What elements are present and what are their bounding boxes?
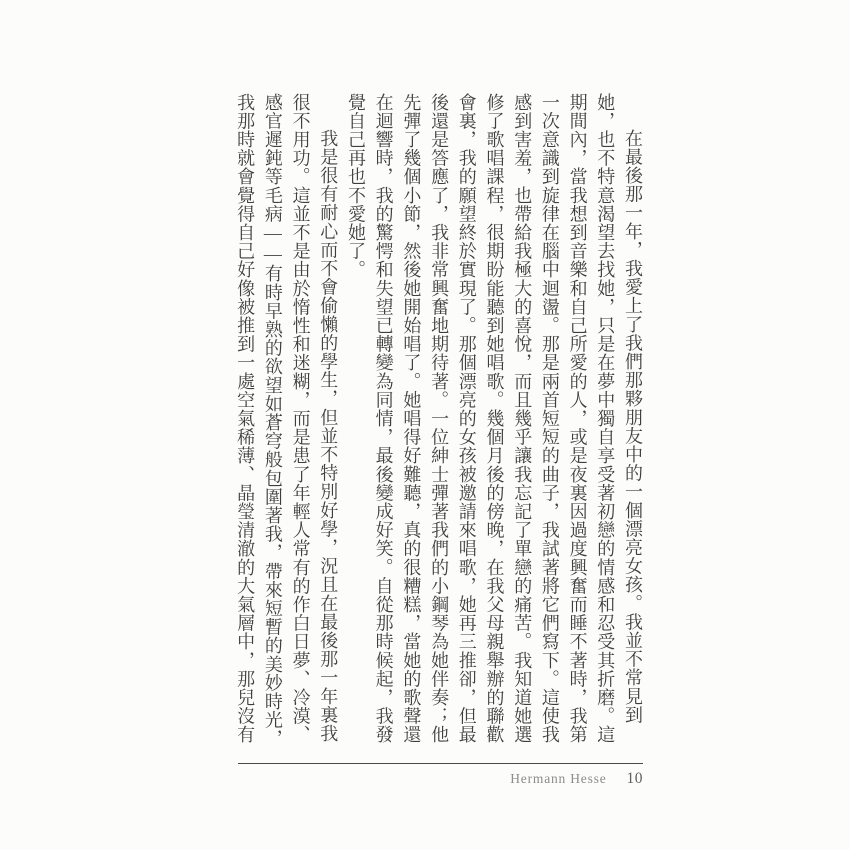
paragraph-1: 在最後那一年，我愛上了我們那夥朋友中的一個漂亮女孩。我並不常見到她，也不特意渴望去找她，只是在夢中獨自享受著初戀的情感和忍受其折磨。這期間內，當我想到音樂和自己所愛的人，或是夜裏因過度興奮而睡不著時，我第一次意識到旋律在腦中迴盪。那是兩首短短的曲子，我試著將它們寫下。這使我感到害羞，也帶給我極大的喜悅，而且幾乎讓我忘記了單戀的痛苦。我知道她選修了歌唱課程，很期盼能聽到她唱歌。幾個月後的傍晚，在我父母親舉辦的聯歡會裏，我的願望終於實現了。那個漂亮的女孩被邀請來唱歌，她再三推卻，但最後還是答應了，我非常興奮地期待著。一位紳士彈著我們的小鋼琴為她伴奏；他先彈了幾個小節，然後她開始唱了。她唱得好難聽，真的很糟糕，當她的歌聲還在迴響時，我的驚愕和失望已轉變為同情，最後變成好笑。自從那時候起，我發覺自己再也不愛她了。: [345, 93, 643, 744]
page-footer: [238, 770, 643, 788]
author-name: Hermann Hesse: [510, 771, 607, 786]
paragraph-2: 我是很有耐心而不會偷懶的學生，但並不特別好學，況且在最後那一年裏我很不用功。這並不是由於惰性和迷糊，而是患了年輕人常有的作白日夢、冷漠、感官遲鈍等毛病——有時早熟的欲望如蒼穹般包圍著我，帶來短暫的美妙時光，我那時就會覺得自己好像被推到一處空氣稀薄、晶瑩清澈的大氣層中，那兒沒有: [235, 93, 339, 748]
vertical-text-block: [228, 93, 646, 749]
footer-divider: [238, 763, 643, 764]
page-number: 10: [626, 770, 643, 787]
